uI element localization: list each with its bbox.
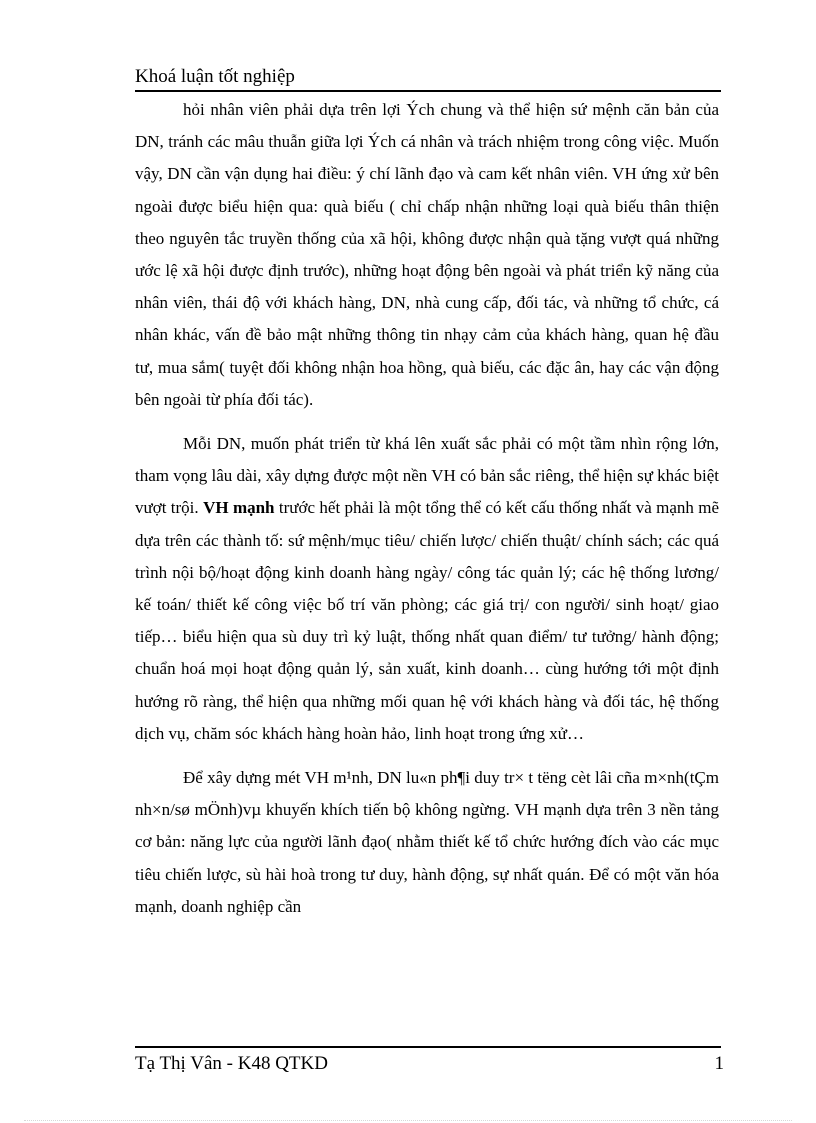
footer-author: Tạ Thị Vân - K48 QTKD (135, 1053, 328, 1074)
emphasis-text: VH mạnh (203, 498, 275, 518)
paragraph-text: Mỗi DN, muốn phát triển từ khá lên xuất sắc phải có một tầm nhìn rộng lớn, tham vọng lâu dài, xây dựng được một nền VH có bản sắc riêng, thể hiện sự khác biệt vượt trội. (135, 434, 719, 518)
header-rule (135, 90, 721, 92)
paragraph: Để xây dựng mét VH m¹nh, DN lu«n ph¶i duy tr× t tëng cèt lâi cña m×nh(tÇm nh×n/sø mÖnh)vµ khuyến khích tiến bộ không ngừng. VH mạnh dựa trên 3 nền tảng cơ bản: năng lực của người lãnh đạo( nhằm thiết kế tổ chức hướng đích vào các mục tiêu chiến lược, sù hài hoà trong tư duy, hành động, sự nhất quán. Để có một văn hóa mạnh, doanh nghiệp cần (135, 768, 719, 916)
footer-rule (135, 1046, 721, 1048)
paragraph-text: trước hết phải là một tổng thể có kết cấu thống nhất và mạnh mẽ dựa trên các thành tố: sứ mệnh/mục tiêu/ chiến lược/ chiến thuật/ chính sách; các quá trình nội bộ/hoạt động kinh doanh hàng ngày/ công tác quản lý; các hệ thống lương/ kế toán/ thiết kế công việc bố trí văn phòng; các giá trị/ con người/ sinh hoạt/ giao tiếp… biểu hiện qua sù duy trì kỷ luật, thống nhất quan điểm/ tư tưởng/ hành động; chuẩn hoá mọi hoạt động quản lý, sản xuất, kinh doanh… cùng hướng tới một định hướng rõ ràng, thể hiện qua những mối quan hệ với khách hàng và đối tác, hệ thống dịch vụ, chăm sóc khách hàng hoàn hảo, linh hoạt trong ứng xử… (135, 498, 720, 743)
page-edge-divider (24, 1120, 792, 1121)
paragraph (135, 428, 719, 750)
page-header-title: Khoá luận tốt nghiệp (135, 66, 295, 87)
paragraph: hỏi nhân viên phải dựa trên lợi Ých chung và thể hiện sứ mệnh căn bản của DN, tránh các mâu thuẫn giữa lợi Ých cá nhân và trách nhiệm trong công việc. Muốn vậy, DN cần vận dụng hai điều: ý chí lãnh đạo và cam kết nhân viên. VH ứng xử bên ngoài được biểu hiện qua: quà biếu ( chỉ chấp nhận những loại quà biếu thân thiện theo nguyên tắc truyền thống của xã hội, không được nhận quà tặng vượt quá những ước lệ xã hội được định trước), những hoạt động bên ngoài và phát triển kỹ năng của nhân viên, thái độ với khách hàng, DN, nhà cung cấp, đối tác, và những tổ chức, cá nhân khác, vấn đề bảo mật những thông tin nhạy cảm của khách hàng, quan hệ đầu tư, mua sắm( tuyệt đối không nhận hoa hồng, quà biếu, các đặc ân, hay các vận động bên ngoài từ phía đối tác). (135, 100, 719, 409)
page-number: 1 (714, 1053, 724, 1074)
document-body (135, 94, 719, 923)
